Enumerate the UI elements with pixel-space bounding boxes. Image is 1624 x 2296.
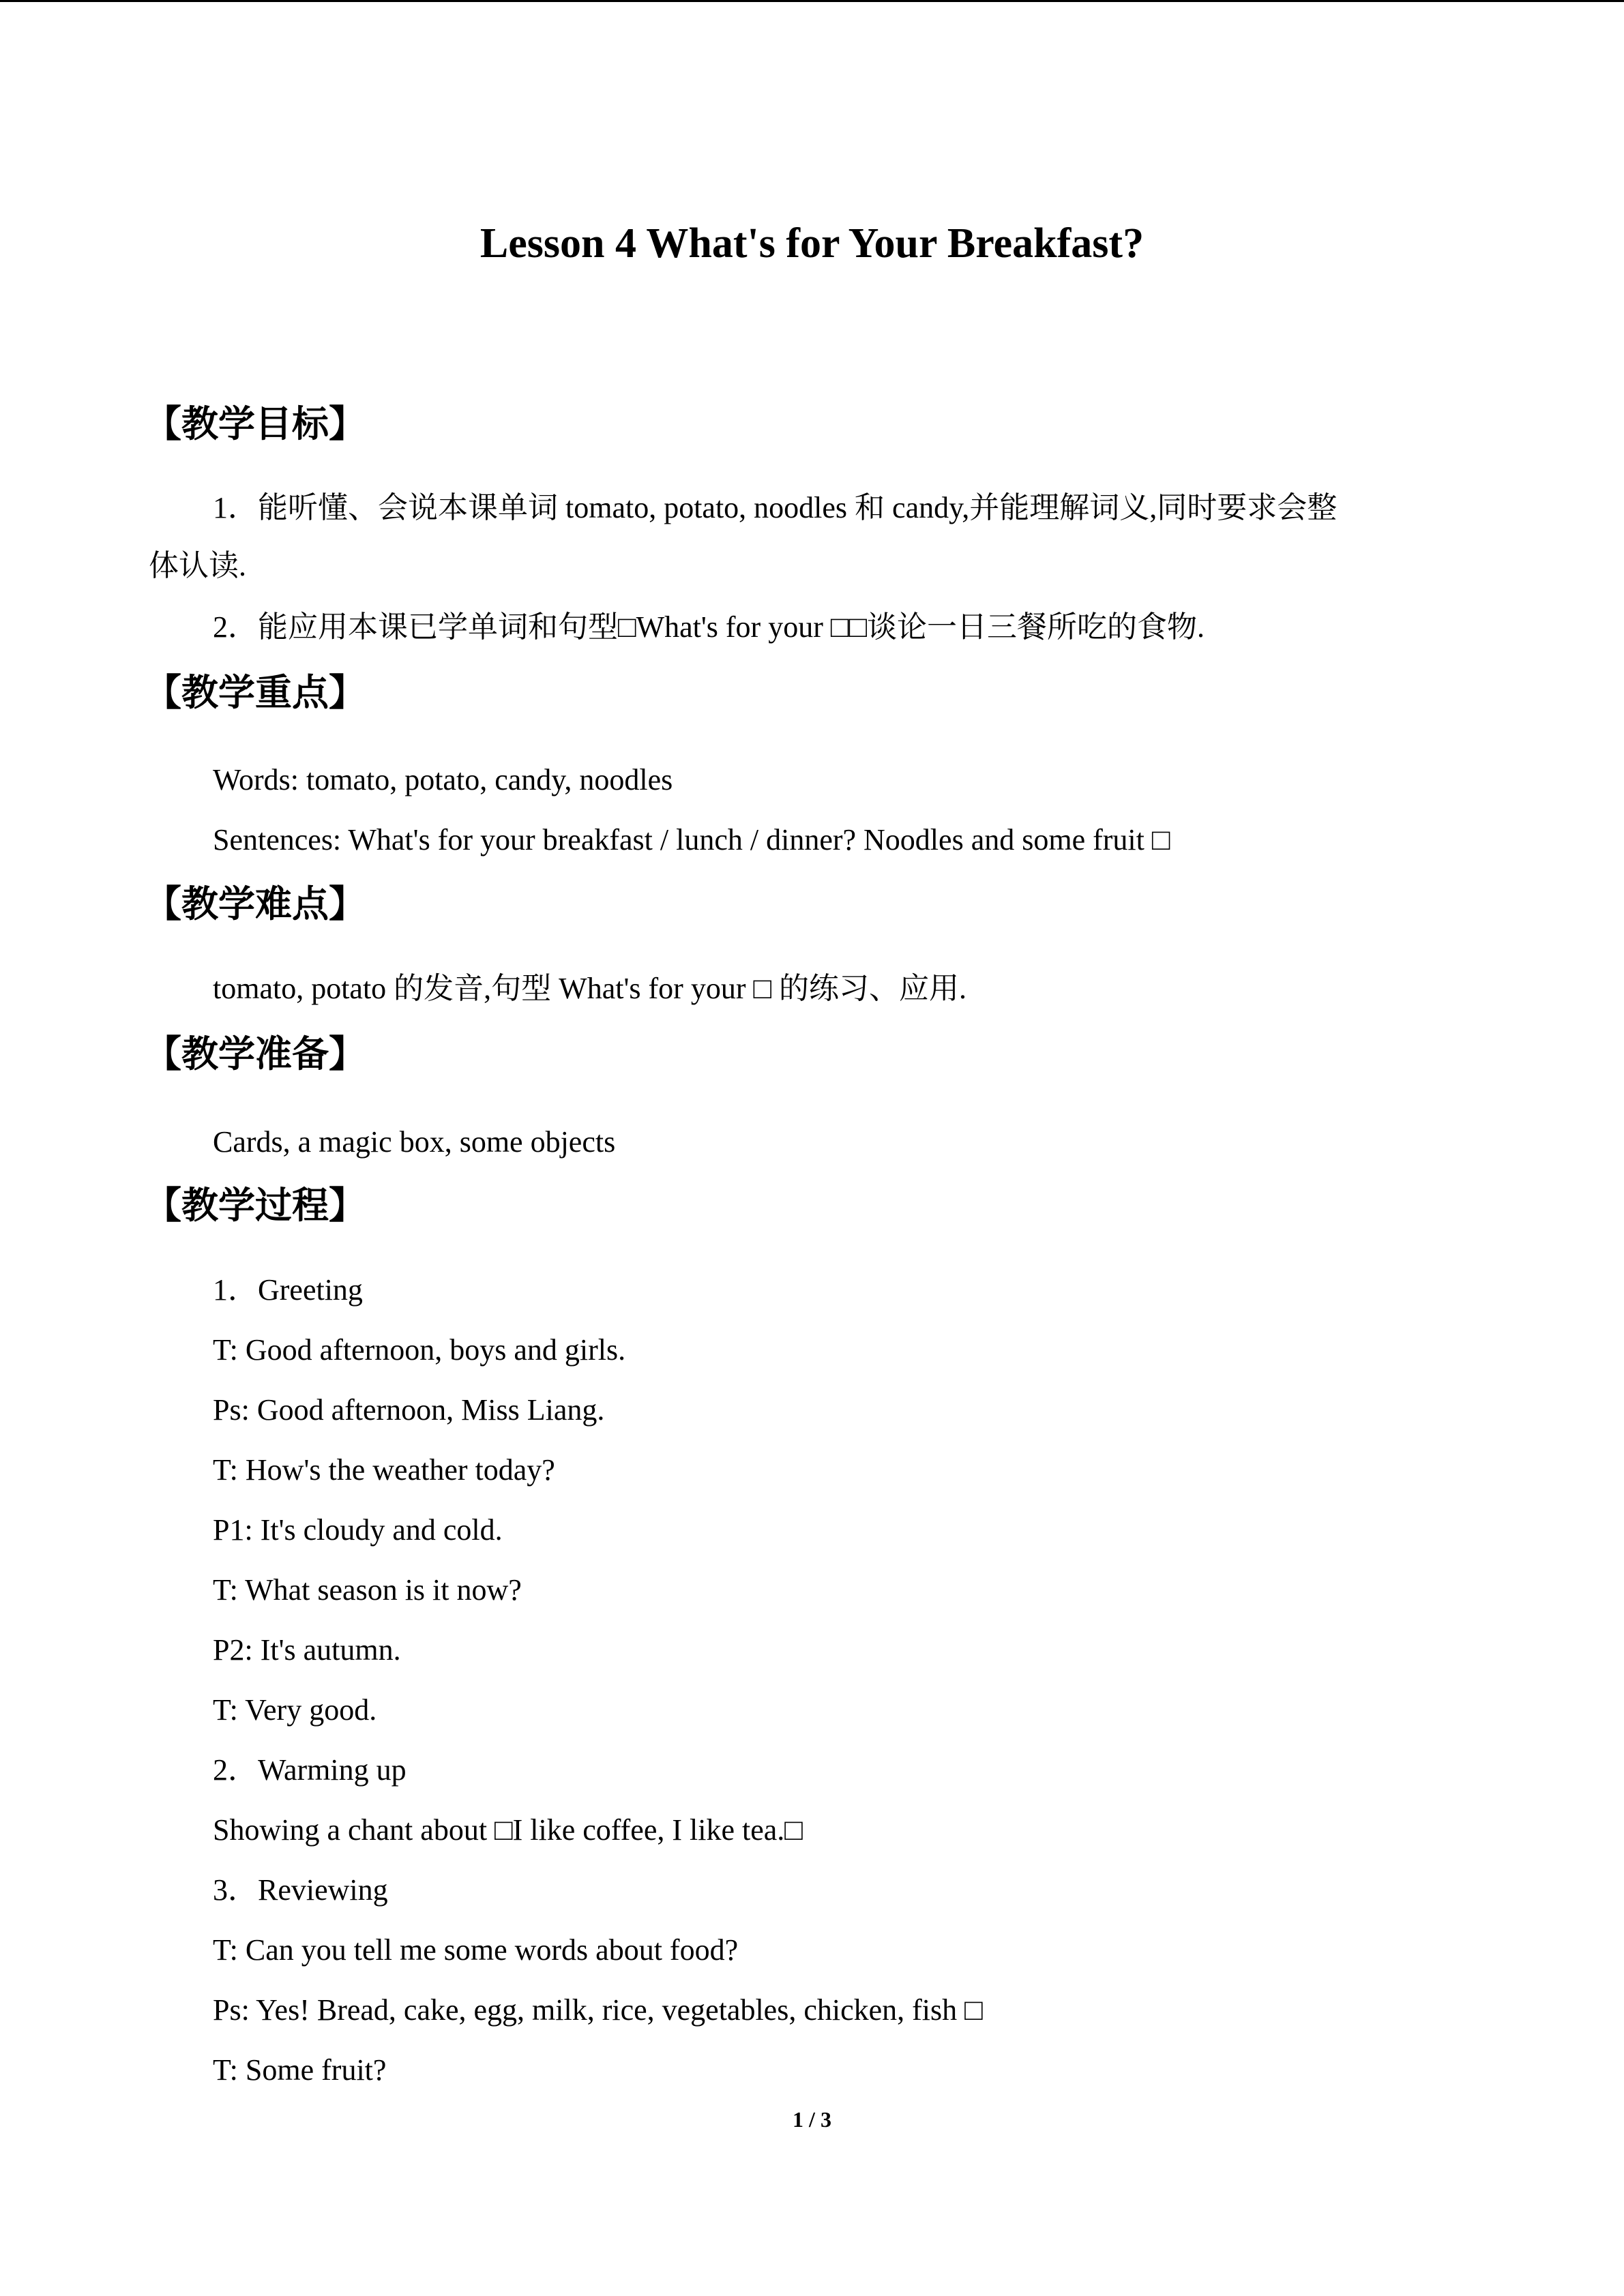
process-line: P2: It's autumn. — [213, 1633, 401, 1667]
preparation-text: Cards, a magic box, some objects — [213, 1125, 616, 1159]
heading-teaching-process: 【教学过程】 — [145, 1185, 366, 1226]
process-line: Ps: Good afternoon, Miss Liang. — [213, 1393, 605, 1427]
document-title: Lesson 4 What's for Your Breakfast? — [479, 220, 1145, 267]
process-line: Showing a chant about □I like coffee, I like tea.□ — [213, 1813, 803, 1847]
process-line: 1．Greeting — [213, 1273, 363, 1307]
process-line: T: Good afternoon, boys and girls. — [213, 1333, 626, 1367]
process-line: P1: It's cloudy and cold. — [213, 1513, 503, 1547]
process-line: Ps: Yes! Bread, cake, egg, milk, rice, vegetables, chicken, fish □ — [213, 1993, 983, 2027]
process-line: T: How's the weather today? — [213, 1453, 555, 1487]
process-line: T: Very good. — [213, 1693, 377, 1727]
heading-preparation: 【教学准备】 — [145, 1034, 366, 1075]
objective-1-line-1: 1．能听懂、会说本课单词 tomato, potato, noodles 和 candy,并能理解词义,同时要求会整 — [213, 491, 1338, 524]
process-line: T: Some fruit? — [213, 2053, 387, 2087]
process-line: T: Can you tell me some words about food? — [213, 1933, 739, 1967]
heading-key-points: 【教学重点】 — [145, 672, 366, 713]
process-line: T: What season is it now? — [213, 1573, 522, 1607]
objective-1-line-2: 体认读. — [149, 549, 246, 582]
process-line: 2．Warming up — [213, 1753, 407, 1787]
heading-difficulties: 【教学难点】 — [145, 884, 366, 925]
page-top-border — [0, 0, 1624, 2]
key-points-words: Words: tomato, potato, candy, noodles — [213, 763, 673, 796]
page-number: 1 / 3 — [793, 2107, 831, 2132]
heading-teaching-objectives: 【教学目标】 — [145, 404, 366, 445]
process-line: 3．Reviewing — [213, 1873, 388, 1907]
difficulties-text: tomato, potato 的发音,句型 What's for your □ 的练习、应用. — [213, 972, 967, 1005]
key-points-sentences: Sentences: What's for your breakfast / lunch / dinner? Noodles and some fruit □ — [213, 823, 1170, 856]
objective-2: 2．能应用本课已学单词和句型□What's for your □□谈论一日三餐所吃的食物. — [213, 610, 1205, 644]
